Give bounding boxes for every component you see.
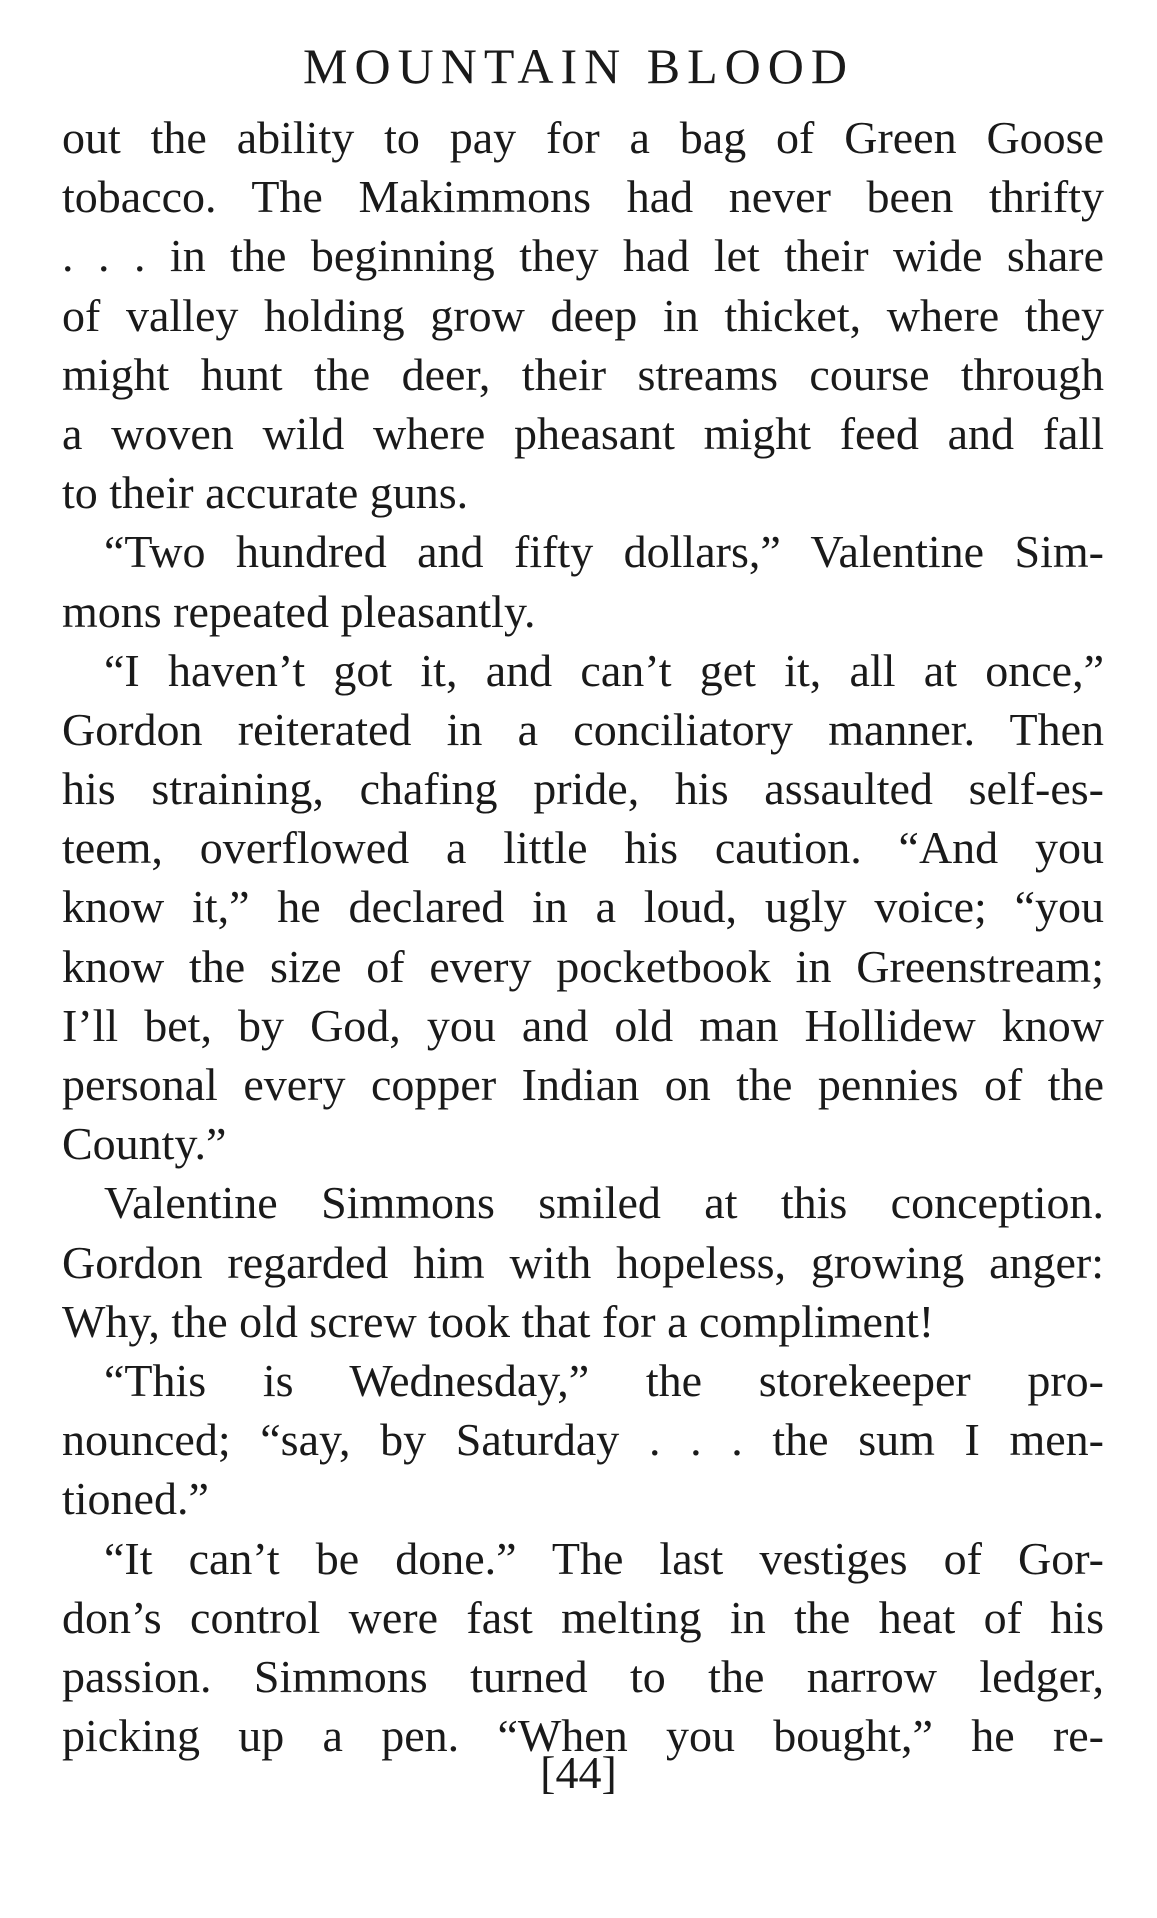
text-line: tobacco. The Makimmons had never been thrifty — [62, 171, 1104, 223]
text-line: personal every copper Indian on the pennies of the — [62, 1059, 1104, 1110]
text-line: know it,” he declared in a loud, ugly voice; “you — [62, 881, 1104, 933]
text-line: a woven wild where pheasant might feed and fall — [62, 407, 1104, 459]
text-line: . . . in the beginning they had let their wide share — [62, 230, 1104, 282]
text-line: Gordon regarded him with hopeless, growing anger: — [62, 1236, 1104, 1288]
text-line: I’ll bet, by God, you and old man Hollidew know — [62, 999, 1104, 1051]
text-line: to their accurate guns. — [62, 467, 469, 519]
text-line: picking up a pen. “When you bought,” he re- — [62, 1710, 1104, 1762]
body-text — [62, 108, 1104, 1765]
text-line: his straining, chafing pride, his assaulted self-es- — [62, 763, 1104, 815]
text-line: County.” — [62, 1118, 227, 1170]
paragraph-first-line: “This is Wednesday,” the storekeeper pro- — [104, 1354, 1104, 1406]
paragraph-first-line: “It can’t be done.” The last vestiges of Gor- — [104, 1532, 1104, 1584]
text-line: mons repeated pleasantly. — [62, 585, 536, 637]
text-line: don’s control were fast melting in the heat of his — [62, 1591, 1104, 1643]
running-head: MOUNTAIN BLOOD — [303, 38, 854, 94]
paragraph-first-line: Valentine Simmons smiled at this conception. — [104, 1177, 1104, 1229]
text-line: Gordon reiterated in a conciliatory manner. Then — [62, 703, 1104, 755]
text-line: passion. Simmons turned to the narrow ledger, — [62, 1650, 1104, 1702]
text-line: teem, overflowed a little his caution. “And you — [62, 822, 1104, 874]
paragraph-first-line: “I haven’t got it, and can’t get it, all at once,” — [104, 644, 1104, 696]
text-line: tioned.” — [62, 1473, 209, 1525]
text-line: of valley holding grow deep in thicket, where they — [62, 289, 1104, 341]
text-line: Why, the old screw took that for a compliment! — [62, 1295, 935, 1347]
text-line: nounced; “say, by Saturday . . . the sum I men- — [62, 1414, 1104, 1466]
paragraph-first-line: “Two hundred and fifty dollars,” Valentine Sim- — [104, 526, 1104, 578]
page-number: [44] — [540, 1747, 617, 1798]
text-line: might hunt the deer, their streams course through — [62, 348, 1104, 400]
text-line: know the size of every pocketbook in Greenstream; — [62, 940, 1104, 992]
text-line: out the ability to pay for a bag of Green Goose — [62, 112, 1104, 163]
